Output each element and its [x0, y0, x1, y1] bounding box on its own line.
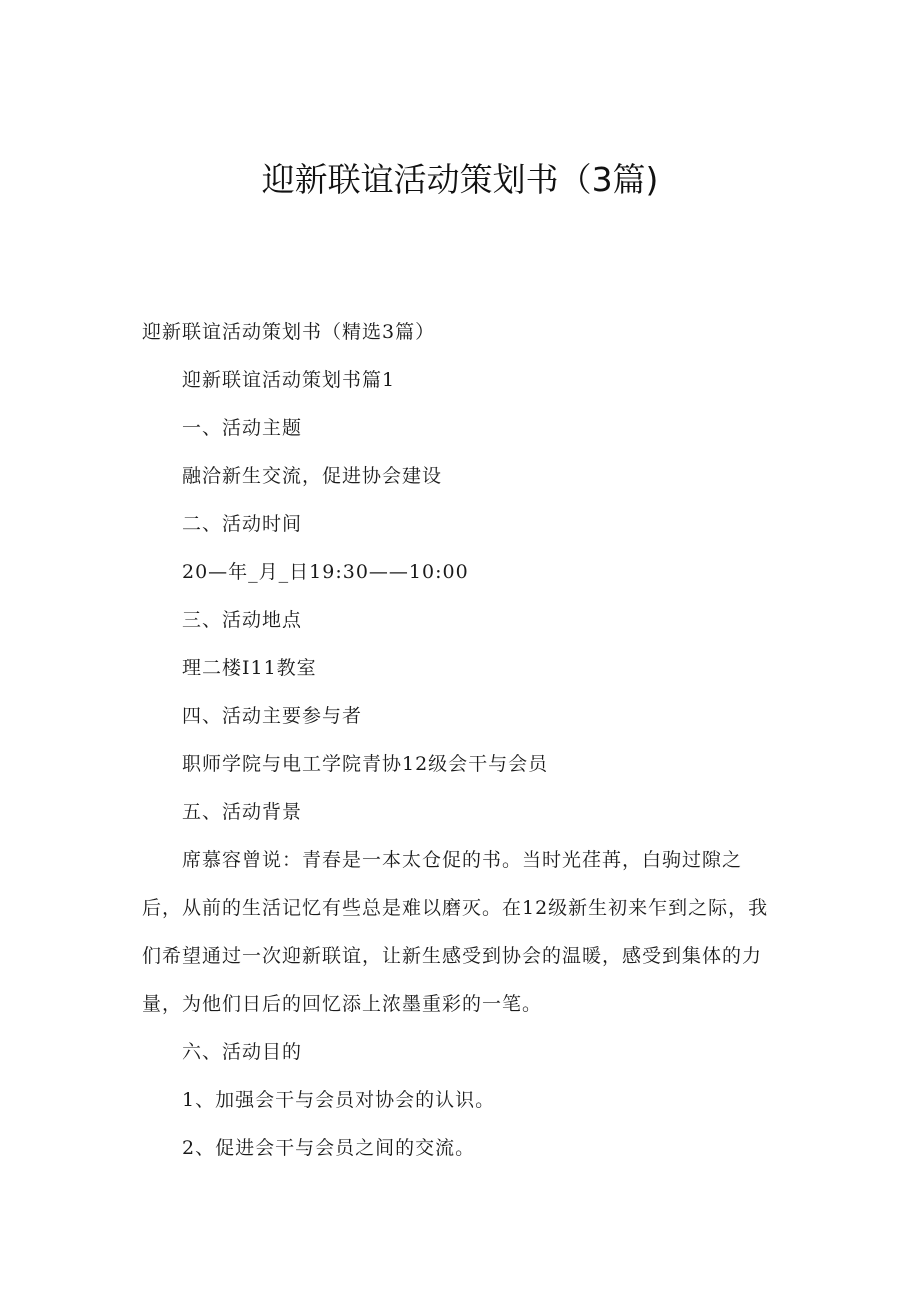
list-item-purpose-2: 2、促进会干与会员之间的交流。 [182, 1137, 476, 1159]
heading-activity-location: 三、活动地点 [182, 609, 303, 631]
paragraph-background: 席慕容曾说：青春是一本太仓促的书。当时光荏苒，白驹过隙之后，从前的生活记忆有些总是难以磨灭。在12级新生初来乍到之际，我们希望通过一次迎新联谊，让新生感受到协会的温暖，感受到集体的力量，为他们日后的回忆添上浓墨重彩的一笔。 [142, 849, 769, 1015]
heading-activity-theme: 一、活动主题 [182, 417, 303, 439]
text-activity-theme: 融洽新生交流，促进协会建设 [182, 465, 443, 487]
heading-activity-purpose: 六、活动目的 [182, 1041, 303, 1063]
heading-participants: 四、活动主要参与者 [182, 705, 363, 727]
document-title: 迎新联谊活动策划书（3篇) [261, 160, 659, 199]
list-item-purpose-1: 1、加强会干与会员对协会的认识。 [182, 1089, 496, 1111]
text-activity-location: 理二楼I11教室 [182, 657, 317, 679]
heading-activity-time: 二、活动时间 [182, 513, 303, 535]
heading-background: 五、活动背景 [182, 801, 303, 823]
text-activity-time: 20—年_月_日19:30——10:00 [182, 561, 469, 583]
document-body [142, 308, 778, 1172]
document-subtitle: 迎新联谊活动策划书（精选3篇） [142, 321, 436, 343]
text-participants: 职师学院与电工学院青协12级会干与会员 [182, 753, 549, 775]
section-heading-part-1: 迎新联谊活动策划书篇1 [182, 369, 396, 391]
